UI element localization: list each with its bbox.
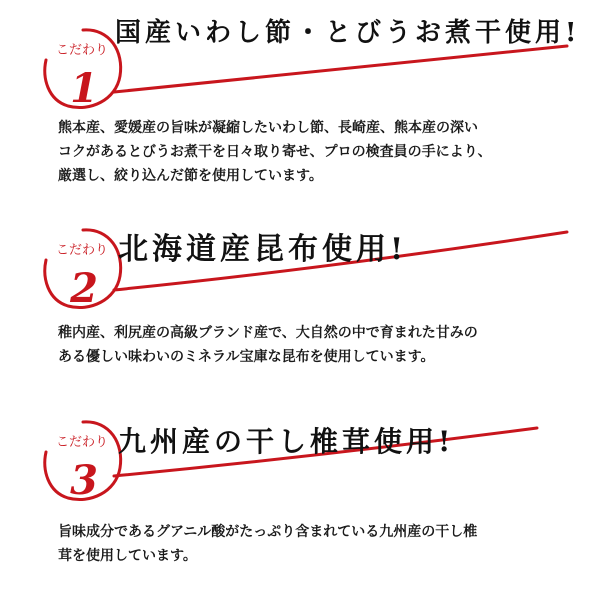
headline: 北海道産昆布使用! [118, 232, 408, 267]
body-text [58, 116, 558, 188]
body-line: 厳選し、絞り込んだ節を使用しています。 [58, 168, 323, 184]
headline: 国産いわし節・とびうお煮干使用! [115, 18, 581, 48]
section-2 [0, 200, 600, 390]
body-text [58, 520, 558, 568]
brush-underline [112, 42, 572, 102]
headline: 九州産の干し椎茸使用! [118, 425, 455, 458]
body-line: 稚内産、利尻産の高級ブランド産で、大自然の中で育まれた甘みの [58, 325, 478, 341]
body-line: ある優しい味わいのミネラル宝庫な昆布を使用しています。 [58, 349, 435, 365]
badge-number: 3 [70, 457, 98, 504]
section-3 [0, 390, 600, 600]
badge-number: 2 [70, 265, 98, 312]
badge-number: 1 [70, 65, 98, 112]
badge-label: こだわり [55, 435, 109, 450]
body-line: コクがあるとびうお煮干を日々取り寄せ、プロの検査員の手により、 [58, 144, 492, 160]
section-1 [0, 0, 600, 200]
badge-label: こだわり [55, 243, 109, 258]
badge-label: こだわり [55, 43, 109, 58]
body-line: 茸を使用しています。 [58, 548, 197, 564]
body-text [58, 321, 558, 369]
body-line: 旨味成分であるグアニル酸がたっぷり含まれている九州産の干し椎 [58, 524, 478, 540]
body-line: 熊本産、愛媛産の旨味が凝縮したいわし節、長崎産、熊本産の深い [58, 120, 478, 136]
